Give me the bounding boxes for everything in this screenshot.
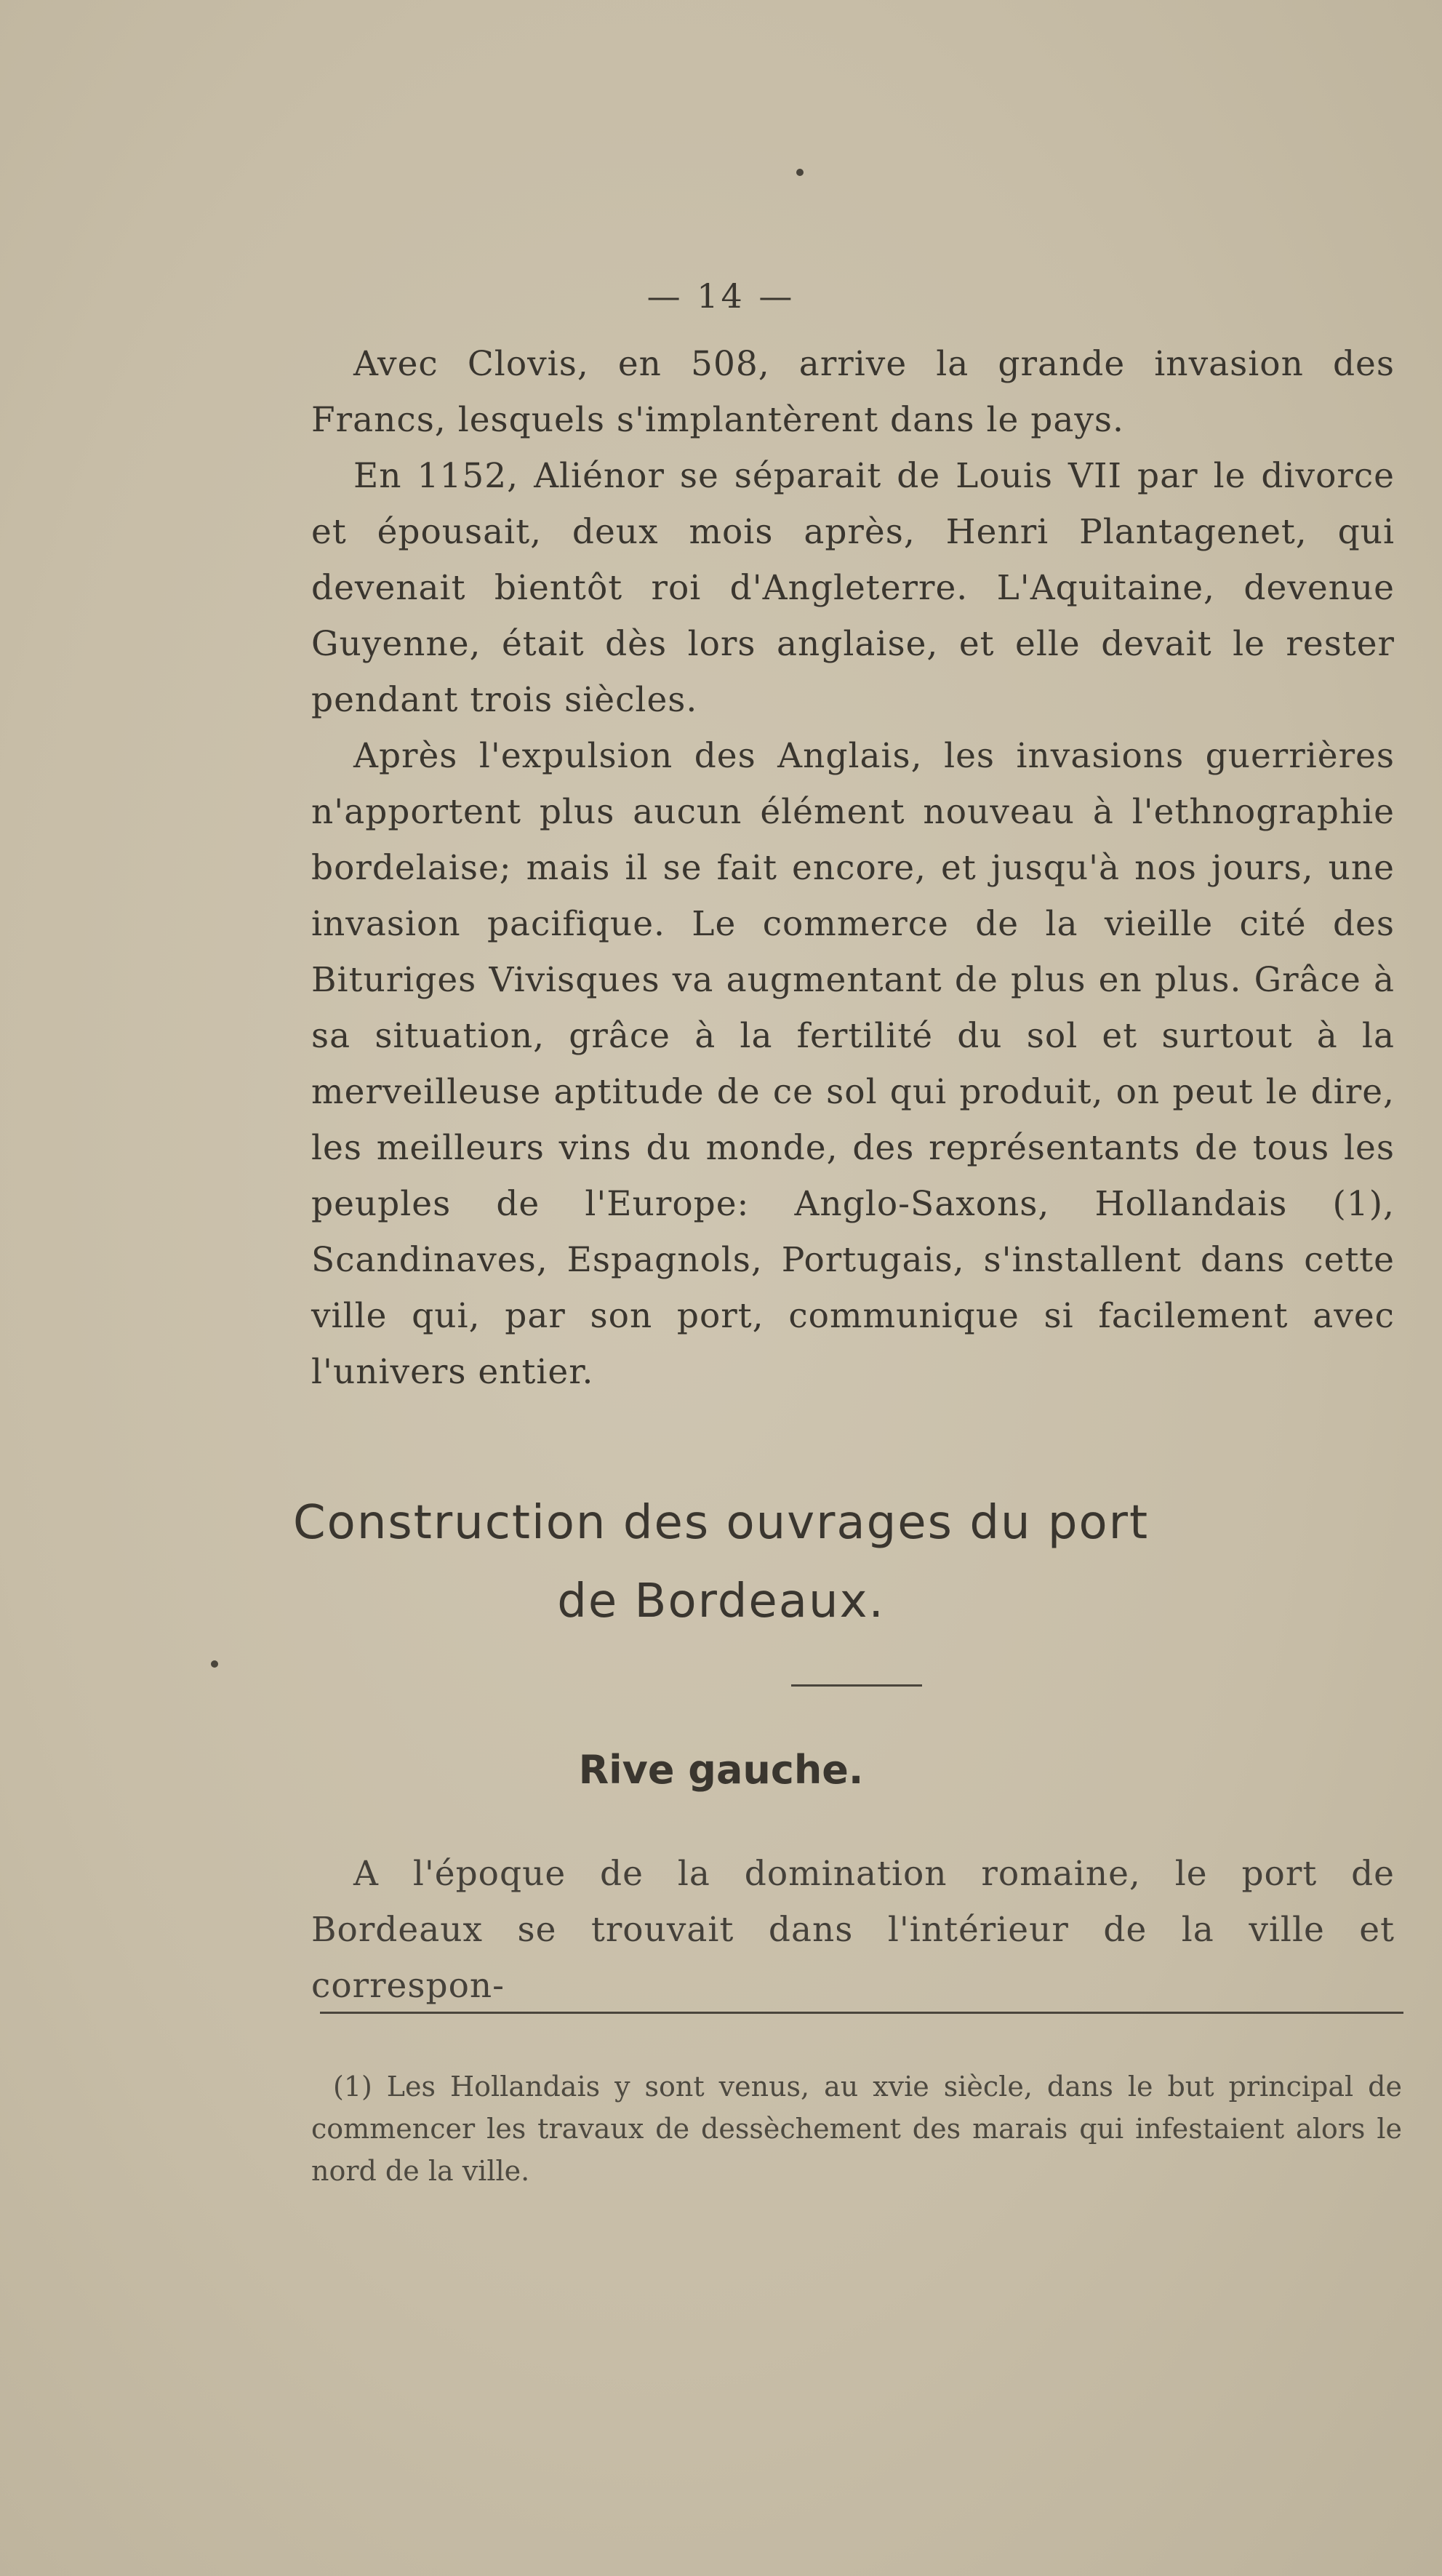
speck-mark [796, 169, 804, 176]
footnote-divider [320, 2012, 1403, 2014]
section-title [0, 1484, 1442, 1641]
footnote [311, 2065, 1402, 2192]
section-title-line: Construction des ouvrages du port [292, 1496, 1150, 1550]
speck-mark [211, 1660, 218, 1668]
body-text [311, 336, 1395, 1400]
paragraph: A l'époque de la domination romaine, le port de Bordeaux se trouvait dans l'intérieur de la ville et correspon- [311, 1854, 1395, 2006]
paragraph: Après l'expulsion des Anglais, les invasions guerrières n'apportent plus aucun élément nouveau à l'ethnographie bordelaise; mais il se fait encore, et jusqu'à nos jours, une invasion pacifique. Le commerce de la vieille cité des Bituriges Vivisques va augmentant de plus en plus. Grâce à sa situation, grâce à la fertilité du sol et surtout à la merveilleuse aptitude de ce sol qui produit, on peut le dire, les meilleurs vins du monde, des représentants de tous les peuples de l'Europe: Anglo-Saxons, Hollandais (1), Scandinaves, Espagnols, Portugais, s'installent dans cette ville qui, par son port, communique si facilement avec l'univers entier. [311, 736, 1395, 1392]
section-title-line: de Bordeaux. [557, 1575, 885, 1628]
page-number: — 14 — [646, 276, 796, 316]
paragraph: Avec Clovis, en 508, arrive la grande invasion des Francs, lesquels s'implantèrent dans le pays. [311, 344, 1395, 440]
paragraph: En 1152, Aliénor se séparait de Louis VII par le divorce et épousait, deux mois après, Henri Plantagenet, qui devenait bientôt roi d'Angleterre. L'Aquitaine, devenue Guyenne, était dès lors anglaise, et elle devait le rester pendant trois siècles. [311, 456, 1395, 720]
subsection-title: Rive gauche. [578, 1747, 864, 1793]
title-divider [791, 1684, 922, 1687]
body-text-continued [311, 1846, 1395, 2014]
footnote-text: (1) Les Hollandais y sont venus, au xvie siècle, dans le but principal de commencer les travaux de dessèchement des marais qui infestaient alors le nord de la ville. [311, 2071, 1402, 2187]
